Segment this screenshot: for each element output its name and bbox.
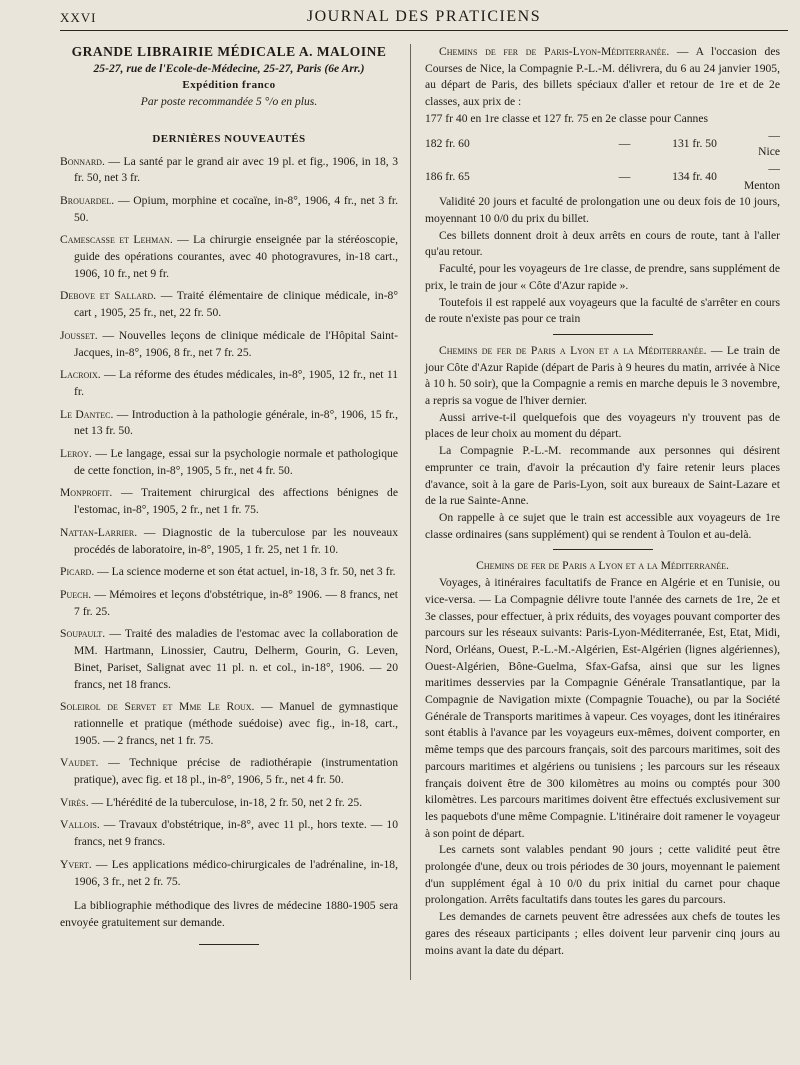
price-cell: 177 fr 40 en 1re classe et 127 fr. 75 en 2e classe pour Cannes — [425, 111, 708, 125]
book-author: Vaudet. — [60, 756, 99, 770]
price-row — [425, 128, 780, 161]
paragraph: Les carnets sont valables pendant 90 jours ; cette validité peut être prolongée d'une, deux ou trois périodes de 30 jours, moyennant le paiement d'un supplément égal à 10 0/0 du prix initial du carnet pour chaque prolongation. Arrêts facultatifs dans toutes les gares du parcours. — [425, 843, 780, 907]
section-rule — [553, 549, 653, 550]
book-text: — Manuel de gymnastique rationnelle et pratique (méthode suédoise) avec fig., in-18, cart., 1905. — 2 francs, net 1 fr. 75. — [74, 700, 399, 747]
book-author: Debove et Sallard. — [60, 289, 157, 303]
book-entry — [60, 564, 398, 581]
column-separator — [410, 44, 411, 980]
left-column — [60, 44, 398, 945]
book-author: Nattan-Larrier. — [60, 525, 138, 539]
book-text: — Diagnostic de la tuberculose par les nouveaux procédés de laboratoire, in-8°, 1905, 1 fr. 25, net 1 fr. 10. — [74, 525, 398, 556]
book-text: — Les applications médico-chirurgicales de l'adrénaline, in-18, 1906, 3 fr., net 2 fr. 75. — [74, 857, 398, 888]
book-author: Bonnard. — [60, 154, 105, 168]
section-heading: Chemins de fer de Paris a Lyon et a la Méditerranée. — [476, 559, 729, 573]
book-entry — [60, 446, 398, 479]
book-entry — [60, 817, 398, 850]
book-entry — [60, 193, 398, 226]
price-cell: — Nice — [758, 128, 780, 159]
book-entry — [60, 525, 398, 558]
section-intro: — A l'occasion des Courses de Nice, la Compagnie P.-L.-M. délivrera, du 6 au 24 janvier 1905, au départ de Paris, des billets spéciaux d'aller et retour de 1re et de 2e classes, aux prix de : — [425, 45, 780, 109]
page-header — [60, 6, 788, 31]
book-entry — [60, 154, 398, 187]
paragraph: On rappelle à ce sujet que le train est accessible aux voyageurs de 1re classe ordinaires (sans supplément) qui se rendent à Toulon et au-delà. — [425, 510, 780, 541]
book-author: Lacroix. — [60, 368, 101, 382]
paragraph: Aussi arrive-t-il quelquefois que des voyageurs n'y trouvent pas de places de leur choix au moment du départ. — [425, 410, 780, 441]
paragraph: Faculté, pour les voyageurs de 1re classe, de prendre, sans supplément de prix, le train de jour « Côte d'Azur rapide ». — [425, 262, 780, 292]
book-entry — [60, 755, 398, 788]
price-cell: 131 fr. 50 — [672, 136, 717, 150]
price-cell: — — [618, 136, 631, 150]
book-text: — Traité des maladies de l'estomac avec la collaboration de MM. Hartmann, Linossier, Cautru, Delherm, Gourin, G. Leven, Binet, Pariset, Salignat avec 11 pl. n. et col., in-18°, 1906. — 20 francs, net 18 francs. — [74, 627, 398, 691]
bookshop-address: 25-27, rue de l'Ecole-de-Médecine, 25-27, Paris (6e Arr.) — [93, 61, 365, 75]
price-cell: — — [618, 170, 631, 184]
paragraph: La Compagnie P.-L.-M. recommande aux personnes qui désirent emprunter ce train, d'avoir la précaution d'y faire retenir leurs places d'avance, soit à la gare de Paris-Lyon, soit aux bureaux de Saint-Lazare et de la rue Sainte-Anne. — [425, 444, 780, 508]
book-entry — [60, 485, 398, 518]
bibliography-note: La bibliographie méthodique des livres de médecine 1880-1905 sera envoyée gratuitement sur demande. — [60, 899, 398, 929]
book-text: — Mémoires et leçons d'obstétrique, in-8° 1906. — 8 francs, net 7 fr. 25. — [74, 587, 398, 618]
book-text: — Introduction à la pathologie générale, in-8°, 1906, 15 fr., net 13 fr. 50. — [74, 407, 398, 438]
book-author: Soupault. — [60, 627, 106, 641]
section-heading: Chemins de fer de Paris a Lyon et a la Méditerranée. — [439, 343, 707, 357]
price-cell: 182 fr. 60 — [425, 136, 470, 150]
paragraph: Voyages, à itinéraires facultatifs de France en Algérie et en Tunisie, ou vice-versa. — La Compagnie délivre toute l'année des carnets de 1re, 2e et 3e classes, pour effectuer, à prix réduits, des voyages pouvant comporter des parcours sur les réseaux suivants: Paris-Lyon-Méditerranée, Est, Etat, Midi, Nord, Orléans, Ouest, P.-L.-M.-Algérien, Est-Algérien (lignes algériennes), Ouest-Algérien, Bône-Guelma, Sfax-Gafsa, ainsi que sur les lignes maritimes desservies par la Compagnie Générale Transatlantique, par la Compagnie de Navigation mixte (Compagnie Touache), ou par la Société Générale de Transports maritimes à vapeur. Ces voyages, dont les itinéraires sont établis à l'avance par les voyageurs eux-mêmes, doivent comporter, en même temps que des parcours français, soit des parcours maritimes, soit des parcours maritimes et algériens ou tunisiens ; les parcours sur les réseaux français doivent être de 300 kilomètres au moins ou comptés pour 300 kilomètres. Les parcours maritimes doivent être effectués exclusivement sur les paquebots d'une même Compagnie. L'itinéraire doit ramener le voyageur à son point de départ. — [425, 576, 780, 840]
book-author: Yvert. — [60, 857, 92, 871]
price-cell: 186 fr. 65 — [425, 170, 470, 184]
price-cell: 134 fr. 40 — [672, 170, 717, 184]
section-rule — [553, 334, 653, 335]
paragraph: Validité 20 jours et faculté de prolongation une ou deux fois de 10 jours, moyennant 10 0/0 du prix du billet. — [425, 195, 780, 226]
book-author: Leroy. — [60, 447, 92, 461]
book-author: Soleirol de Servet et Mme Le Roux. — [60, 700, 255, 714]
book-text: — Le langage, essai sur la psychologie normale et pathologique de cette fonction, in-8°, 1905, 5 fr., net 4 fr. 50. — [74, 447, 398, 477]
book-entry — [60, 857, 398, 890]
book-text: — Travaux d'obstétrique, in-8°, avec 11 pl., hors texte. — 10 francs, net 9 francs. — [74, 818, 398, 849]
book-entry — [60, 587, 398, 620]
running-title: JOURNAL DES PRATICIENS — [306, 8, 542, 25]
section-heading: Chemins de fer de Paris-Lyon-Méditerranée. — [439, 45, 670, 58]
book-text: — Opium, morphine et cocaïne, in-8°, 1906, 4 fr., net 3 fr. 50. — [74, 193, 398, 224]
book-entry — [60, 232, 398, 282]
book-entry — [60, 699, 398, 749]
book-text: — Technique précise de radiothérapie (instrumentation pratique), avec fig. et 18 pl., in-8°, 1906, 5 fr., net 4 fr. 50. — [74, 756, 398, 787]
book-author: Picard. — [60, 565, 95, 579]
book-text: — L'hérédité de la tuberculose, in-18, 2 fr. 50, net 2 fr. 25. — [88, 795, 363, 809]
bookshop-title: GRANDE LIBRAIRIE MÉDICALE A. MALOINE — [71, 44, 387, 59]
book-entry — [60, 288, 398, 321]
section-nice-races — [425, 44, 780, 111]
price-table — [425, 111, 780, 195]
book-text: — Nouvelles leçons de clinique médicale de l'Hôpital Saint-Jacques, in-8°, 1906, 8 fr., net 7 fr. 25. — [74, 328, 398, 359]
book-text: — La réforme des études médicales, in-8°, 1905, 12 fr., net 11 fr. — [74, 368, 398, 398]
book-text: — La science moderne et son état actuel, in-18, 3 fr. 50, net 3 fr. — [94, 565, 396, 579]
book-author: Le Dantec. — [60, 407, 114, 421]
book-text: — La chirurgie enseignée par la stéréoscopie, guide des opérations courantes, avec 40 photogravures, in-18 cart., 1906, 10 fr., net 9 fr. — [74, 233, 398, 280]
paragraph: Les demandes de carnets peuvent être adressées aux chefs de toutes les gares des réseaux participants ; elles doivent leur parvenir cinq jours au moins avant la date du départ. — [425, 910, 780, 957]
closing-rule — [199, 944, 259, 945]
book-list — [60, 154, 398, 891]
paragraph: Ces billets donnent droit à deux arrêts en cours de route, tant à l'aller qu'au retour. — [425, 228, 780, 259]
book-author: Virès. — [60, 795, 89, 809]
price-row — [425, 111, 780, 128]
right-column — [425, 44, 780, 959]
book-text: — Traité élémentaire de clinique médicale, in-8° cart , 1905, 25 fr., net, 22 fr. 50. — [74, 289, 398, 320]
book-author: Puech. — [60, 587, 92, 601]
book-text: — Traitement chirurgical des affections bénignes de l'estomac, in-8°, 1905, 2 fr., net 1 fr. 75. — [74, 486, 398, 517]
book-author: Jousset. — [60, 328, 98, 342]
book-entry — [60, 795, 398, 812]
price-cell: — Menton — [743, 161, 781, 192]
book-entry — [60, 626, 398, 693]
paragraph: Toutefois il est rappelé aux voyageurs que la faculté de s'arrêter en cours de route n'existe pas pour ce train — [425, 295, 780, 326]
book-entry — [60, 367, 398, 400]
book-author: Camescasse et Lehman. — [60, 233, 173, 247]
book-entry — [60, 328, 398, 361]
paragraph: — Le train de jour Côte d'Azur Rapide (départ de Paris à 9 heures du matin, arrivée à Nice à 10 h. 50 soir), que la Compagnie a remis en marche depuis le 3 novembre, a repris sa vogue de l'hiver dernier. — [425, 343, 780, 408]
postal-note: Par poste recommandée 5 °/o en plus. — [140, 95, 318, 109]
book-text: — La santé par le grand air avec 19 pl. et fig., 1906, in 18, 3 fr. 50, net 3 fr. — [74, 154, 398, 185]
book-author: Brouardel. — [60, 193, 115, 207]
book-author: Vallois. — [60, 818, 100, 832]
book-entry — [60, 407, 398, 440]
book-author: Monprofit. — [60, 486, 113, 500]
section-cote-azur — [425, 343, 780, 410]
expedition-note: Expédition franco — [182, 79, 276, 92]
nouveautes-heading: DERNIÈRES NOUVEAUTÉS — [152, 132, 306, 145]
price-row — [425, 161, 780, 194]
page-folio: XXVI — [60, 10, 97, 25]
